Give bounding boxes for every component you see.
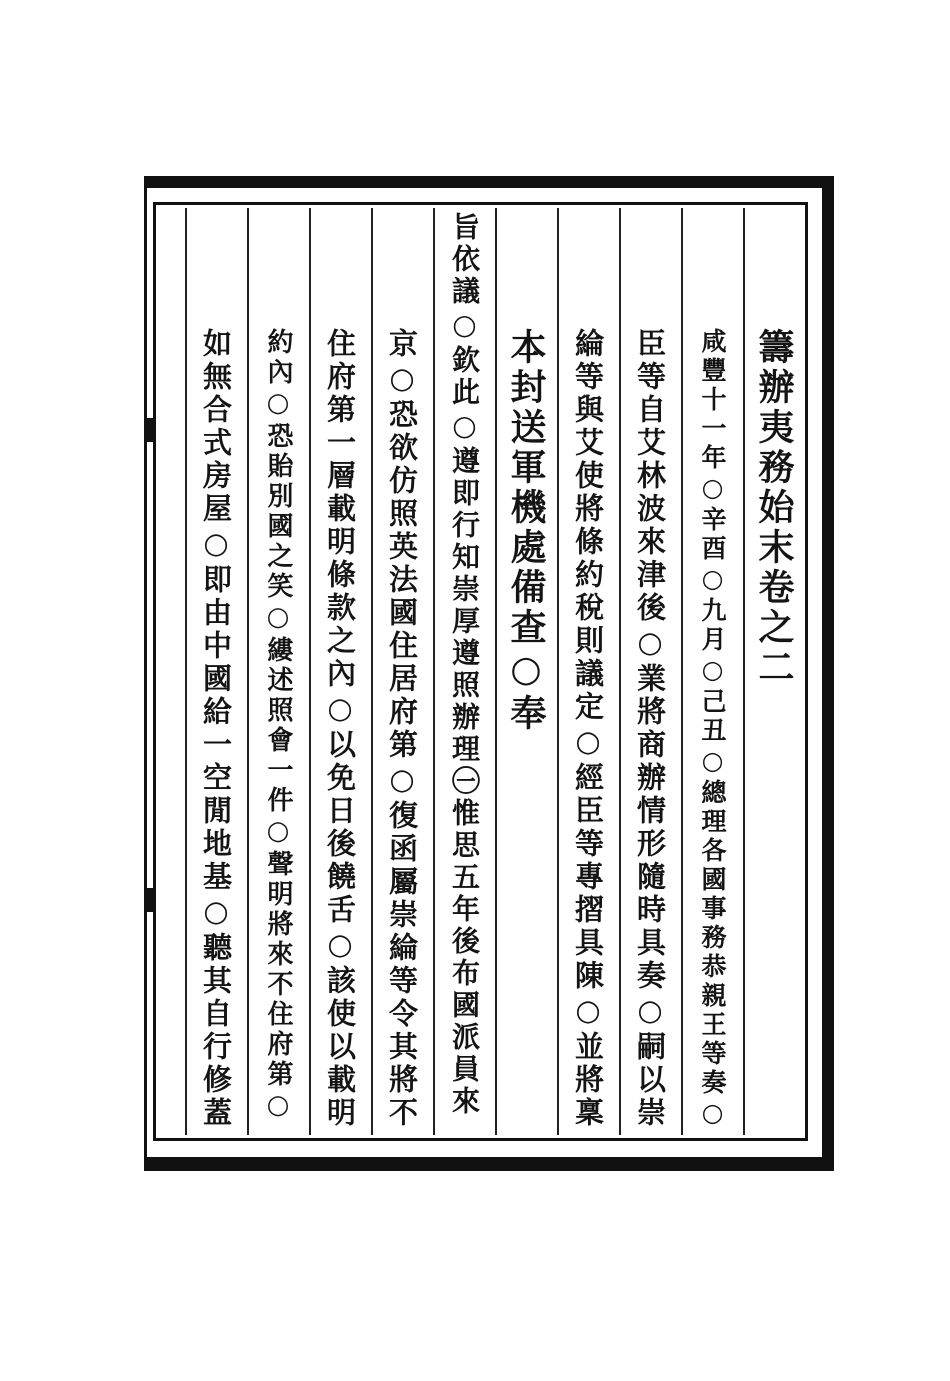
text-column-3	[619, 208, 681, 1135]
text-column-9	[247, 208, 309, 1135]
column-text: 臣等自艾林波來津後○業將商辦情形隨時具奏○嗣以崇	[633, 328, 667, 1130]
text-column-8	[309, 208, 371, 1135]
column-text: 綸等與艾使將條約稅則議定○經臣等專摺具陳○並將稟	[571, 328, 605, 1130]
column-text: 旨依議○欽此○遵即行知崇厚遵照辦理㊀惟思五年後布國派員來	[448, 212, 481, 1118]
text-column-5	[495, 208, 557, 1135]
text-column-10	[185, 208, 247, 1135]
column-text: 京○恐欲仿照英法國住居府第○復函屬崇綸等令其將不	[385, 328, 419, 1130]
column-text: 如無合式房屋○即由中國給一空閒地基○聽其自行修蓋	[199, 328, 233, 1130]
text-block	[153, 202, 808, 1141]
text-column-1	[743, 208, 805, 1135]
column-text: 約內○恐貽別國之笑○縷述照會一件○聲明將來不住府第○	[263, 328, 293, 1124]
page-frame	[144, 176, 834, 1171]
text-column-2	[681, 208, 743, 1135]
title-column: 籌辦夷務始末卷之二	[753, 328, 795, 688]
text-column-4	[557, 208, 619, 1135]
column-text: 本封送軍機處備查○奉	[505, 328, 547, 734]
text-column-6	[433, 208, 495, 1135]
column-text: 住府第一層載明條款之內○以免日後饒舌○該使以載明	[323, 328, 357, 1130]
text-column-7	[371, 208, 433, 1135]
column-text: 咸豐十一年○辛酉○九月○己丑○總理各國事務恭親王等奏○	[698, 328, 727, 1131]
